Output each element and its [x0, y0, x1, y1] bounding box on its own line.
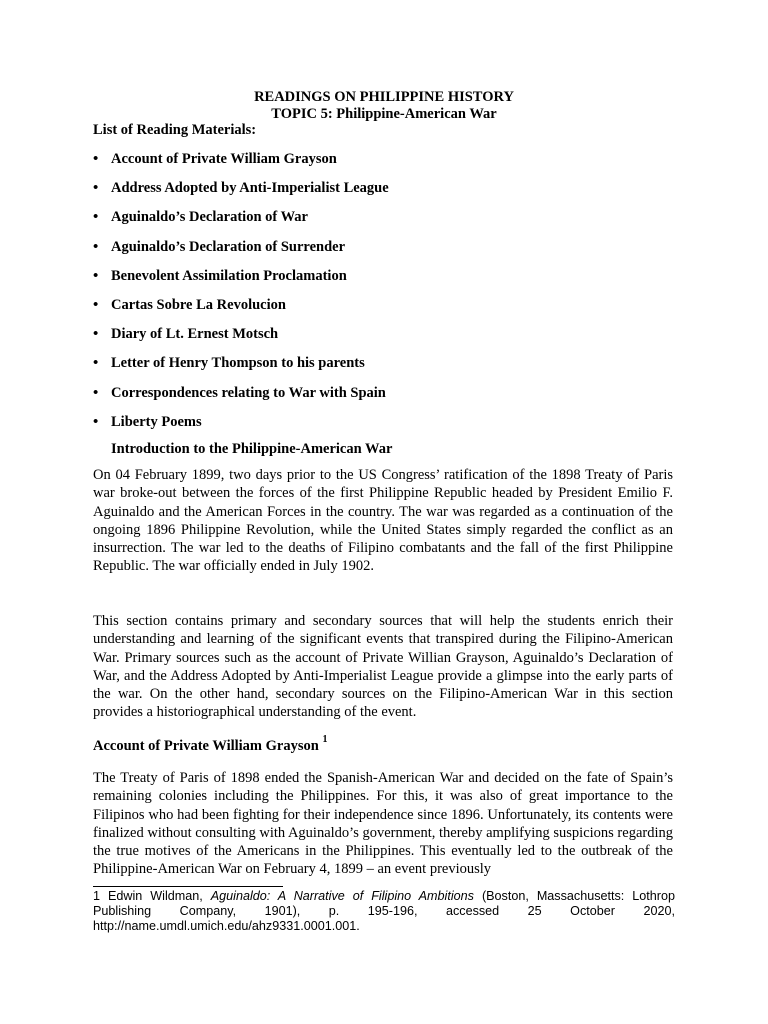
bullet-icon: • [93, 238, 99, 255]
bullet-icon: • [93, 209, 99, 226]
introduction-paragraph-2: This section contains primary and secondary sources that will help the students enrich their understanding and learning of the significant events that transpired during the Filipino-American War. Primary sources such as the account of Private Willian Grayson, Aguinaldo’s Declaration of War, and the Address Adopted by Anti-Imperialist League provide a glimpse into the early parts of the war. On the other hand, secondary sources on the Filipino-American War in this section provides a historiographical understanding of the event. [93, 613, 673, 721]
list-item-label: Aguinaldo’s Declaration of Surrender [111, 238, 346, 255]
section-paragraph: The Treaty of Paris of 1898 ended the Spanish-American War and decided on the fate of Spain’s remaining colonies including the Philippines. For this, it was also of great importance to the Filipinos who had been fighting for their independence since 1896. Unfortunately, its contents were finalized without consulting with Aguinaldo’s government, thereby amplifying suspicions regarding the true motives of the Americans in the Philippines. This eventually led to the outbreak of the Philippine-American War on February 4, 1899 – an event previously [93, 770, 673, 878]
list-item-label: Diary of Lt. Ernest Motsch [111, 326, 279, 343]
bullet-icon: • [93, 384, 99, 401]
footnote-reference: 1 [322, 734, 328, 745]
bullet-icon: • [93, 151, 99, 167]
list-item [93, 238, 389, 267]
bullet-icon: • [93, 355, 99, 372]
bullet-icon: • [93, 413, 99, 430]
topic-title: TOPIC 5: Philippine-American War [271, 106, 497, 122]
list-item-label: Cartas Sobre La Revolucion [111, 296, 286, 313]
introduction-heading: Introduction to the Philippine-American War [111, 441, 393, 457]
list-item [93, 208, 389, 237]
list-item-label: Aguinaldo’s Declaration of War [111, 209, 308, 226]
bullet-icon: • [93, 180, 99, 197]
section-heading-text: Account of Private William Grayson [93, 737, 319, 754]
list-item-label: Letter of Henry Thompson to his parents [111, 355, 365, 372]
footnote-details: (Boston, Massachusetts: Lothrop Publishing Company, 1901), p. 195-196, accessed 25 October 2020, http://name.umdl.umich.edu/ahz9331.0001.001. [93, 889, 676, 934]
list-item [93, 354, 389, 383]
footnote-work-title: Aguinaldo: A Narrative of Filipino Ambitions [210, 889, 474, 903]
introduction-paragraph-1: On 04 February 1899, two days prior to the US Congress’ ratification of the 1898 Treaty of Paris war broke-out between the forces of the first Philippine Republic headed by President Emilio F. Aguinaldo and the American Forces in the country. The war was regarded as a continuation of the ongoing 1896 Philippine Revolution, while the United States simply regarded the conflict as an insurrection. The war led to the deaths of Filipino combatants and the fall of the first Philippine Republic. The war officially ended in July 1902. [93, 467, 673, 575]
footnote-author: Edwin Wildman, [108, 889, 203, 903]
list-heading: List of Reading Materials: [93, 122, 257, 138]
section-heading [93, 736, 327, 755]
list-item [93, 384, 389, 413]
list-item [93, 267, 389, 296]
document-title: READINGS ON PHILIPPINE HISTORY [254, 89, 514, 105]
footnote [93, 889, 675, 935]
list-item-label: Benevolent Assimilation Proclamation [111, 267, 347, 284]
list-item [93, 413, 389, 442]
list-item [93, 325, 389, 354]
list-item-label: Address Adopted by Anti-Imperialist League [111, 180, 389, 197]
bullet-icon: • [93, 267, 99, 284]
list-item-label: Account of Private William Grayson [111, 151, 337, 167]
footnote-divider [93, 886, 283, 887]
list-item [93, 179, 389, 208]
list-item [93, 296, 389, 325]
footnote-number: 1 [93, 889, 101, 903]
list-item-label: Correspondences relating to War with Spain [111, 384, 386, 401]
bullet-icon: • [93, 296, 99, 313]
bullet-icon: • [93, 326, 99, 343]
list-item-label: Liberty Poems [111, 413, 202, 430]
reading-materials-list [93, 150, 389, 442]
list-item [93, 150, 389, 179]
